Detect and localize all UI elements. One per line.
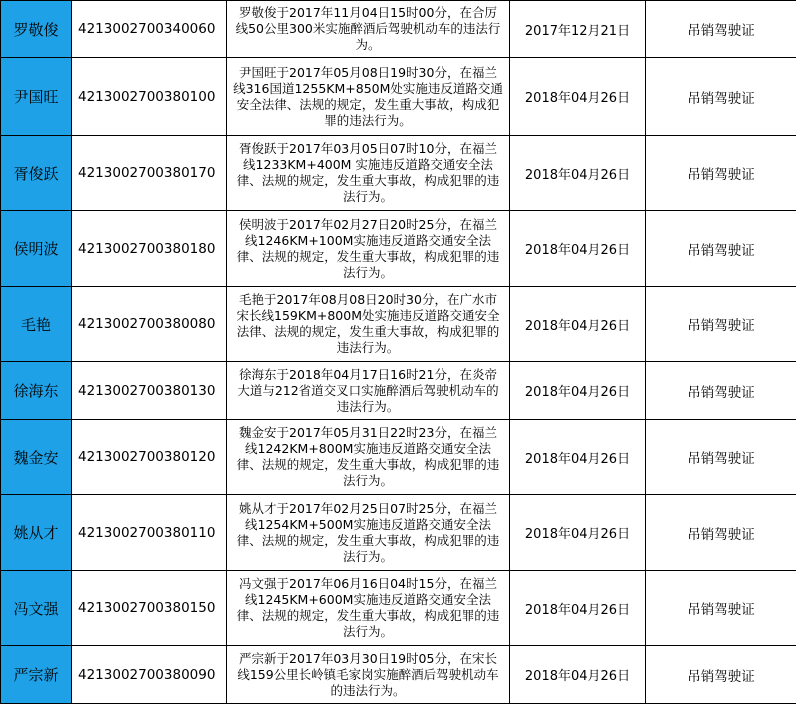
description-cell[interactable] xyxy=(227,495,510,571)
date-cell-text: 2018年04月26日 xyxy=(524,669,631,684)
action-cell[interactable] xyxy=(646,362,796,420)
action-cell-text: 吊销驾驶证 xyxy=(687,602,755,618)
action-cell[interactable] xyxy=(646,1,796,58)
name-cell[interactable] xyxy=(1,495,72,571)
id-cell[interactable] xyxy=(72,646,227,704)
action-cell[interactable] xyxy=(646,571,796,646)
name-cell-text: 尹国旺 xyxy=(13,88,59,106)
action-cell-text: 吊销驾驶证 xyxy=(687,90,755,107)
date-cell[interactable] xyxy=(510,211,646,287)
action-cell-text: 吊销驾驶证 xyxy=(687,526,755,543)
date-cell-text: 2018年04月26日 xyxy=(524,167,631,183)
description-cell-text: 冯文强于2017年06月16日04时15分，在福兰线1245KM+600M实施违反道路交通安全法律、法规的规定，发生重大事故，构成犯罪的违法行为。 xyxy=(236,576,500,639)
date-cell[interactable] xyxy=(510,58,646,136)
id-cell-text: 4213002700380180 xyxy=(78,240,216,257)
date-cell[interactable] xyxy=(510,287,646,362)
description-cell[interactable] xyxy=(227,362,510,420)
action-cell[interactable] xyxy=(646,420,796,495)
date-cell[interactable] xyxy=(510,495,646,571)
action-cell[interactable] xyxy=(646,646,796,704)
date-cell-text: 2018年04月26日 xyxy=(524,451,631,467)
date-cell[interactable] xyxy=(510,136,646,211)
id-cell[interactable] xyxy=(72,571,227,646)
description-cell[interactable] xyxy=(227,211,510,287)
name-cell[interactable] xyxy=(1,287,72,362)
action-cell[interactable] xyxy=(646,58,796,136)
date-cell[interactable] xyxy=(510,420,646,495)
id-cell-text: 4213002700380130 xyxy=(78,382,216,399)
table-row xyxy=(1,58,796,136)
description-cell[interactable] xyxy=(227,571,510,646)
table-row xyxy=(1,1,796,58)
action-cell-text: 吊销驾驶证 xyxy=(687,318,755,334)
table-row xyxy=(1,136,796,211)
name-cell-text: 严宗新 xyxy=(13,666,59,684)
action-cell-text: 吊销驾驶证 xyxy=(687,384,755,401)
date-cell-text: 2018年04月26日 xyxy=(524,91,631,106)
id-cell-text: 4213002700340060 xyxy=(78,21,216,37)
table-row xyxy=(1,646,796,704)
table-body xyxy=(1,1,796,704)
date-cell[interactable] xyxy=(510,571,646,646)
action-cell-text: 吊销驾驶证 xyxy=(687,167,755,183)
table-row xyxy=(1,420,796,495)
action-cell-text: 吊销驾驶证 xyxy=(687,242,755,259)
table-row xyxy=(1,495,796,571)
action-cell[interactable] xyxy=(646,211,796,287)
description-cell[interactable] xyxy=(227,287,510,362)
description-cell-text: 尹国旺于2017年05月08日19时30分，在福兰线316国道1255KM+850M处实施违反道路交通安全法律、法规的规定，发生重大事故，构成犯罪的违法行为。 xyxy=(233,64,503,128)
name-cell[interactable] xyxy=(1,571,72,646)
description-cell-text: 魏金安于2017年05月31日22时23分，在福兰线1242KM+800M实施违反道路交通安全法律、法规的规定，发生重大事故，构成犯罪的违法行为。 xyxy=(236,425,500,488)
date-cell-text: 2018年04月26日 xyxy=(524,243,631,258)
description-cell[interactable] xyxy=(227,1,510,58)
id-cell[interactable] xyxy=(72,136,227,211)
name-cell[interactable] xyxy=(1,136,72,211)
id-cell-text: 4213002700380090 xyxy=(78,666,216,683)
name-cell-text: 毛艳 xyxy=(20,315,51,334)
action-cell-text: 吊销驾驶证 xyxy=(687,668,755,685)
table-row xyxy=(1,362,796,420)
name-cell[interactable] xyxy=(1,362,72,420)
action-cell[interactable] xyxy=(646,495,796,571)
id-cell[interactable] xyxy=(72,495,227,571)
description-cell-text: 胥俊跃于2017年03月05日07时10分，在福兰线1233KM+400M 实施违反道路交通安全法律、法规的规定，发生重大事故，构成犯罪的违法行为。 xyxy=(236,141,500,204)
action-cell[interactable] xyxy=(646,287,796,362)
date-cell-text: 2018年04月26日 xyxy=(524,318,631,334)
date-cell[interactable] xyxy=(510,1,646,58)
name-cell[interactable] xyxy=(1,420,72,495)
id-cell[interactable] xyxy=(72,1,227,58)
id-cell[interactable] xyxy=(72,58,227,136)
id-cell-text: 4213002700380100 xyxy=(78,88,216,105)
name-cell-text: 徐海东 xyxy=(13,382,59,400)
date-cell-text: 2017年12月21日 xyxy=(524,23,631,39)
id-cell-text: 4213002700380120 xyxy=(78,449,216,465)
id-cell[interactable] xyxy=(72,362,227,420)
action-cell[interactable] xyxy=(646,136,796,211)
date-cell[interactable] xyxy=(510,362,646,420)
id-cell-text: 4213002700380170 xyxy=(78,165,216,181)
id-cell[interactable] xyxy=(72,420,227,495)
name-cell-text: 罗敬俊 xyxy=(13,20,59,39)
table-row xyxy=(1,571,796,646)
date-cell-text: 2018年04月26日 xyxy=(524,602,631,618)
id-cell[interactable] xyxy=(72,287,227,362)
date-cell[interactable] xyxy=(510,646,646,704)
date-cell-text: 2018年04月26日 xyxy=(524,527,631,542)
description-cell-text: 姚从才于2017年02月25日07时25分，在福兰线1254KM+500M实施违反道路交通安全法律、法规的规定，发生重大事故，构成犯罪的违法行为。 xyxy=(236,500,500,564)
description-cell-text: 罗敬俊于2017年11月04日15时00分，在合厉线50公里300米实施醉酒后驾驶机动车的违法行为。 xyxy=(235,5,501,52)
table-row xyxy=(1,287,796,362)
name-cell-text: 姚从才 xyxy=(13,524,59,542)
table-row xyxy=(1,211,796,287)
id-cell-text: 4213002700380150 xyxy=(78,600,216,616)
name-cell-text: 侯明波 xyxy=(13,240,59,258)
id-cell-text: 4213002700380110 xyxy=(78,524,216,541)
name-cell[interactable] xyxy=(1,646,72,704)
id-cell-text: 4213002700380080 xyxy=(78,316,216,332)
description-cell[interactable] xyxy=(227,136,510,211)
description-cell[interactable] xyxy=(227,420,510,495)
action-cell-text: 吊销驾驶证 xyxy=(687,451,755,467)
name-cell-text: 胥俊跃 xyxy=(13,164,59,183)
description-cell[interactable] xyxy=(227,646,510,704)
id-cell[interactable] xyxy=(72,211,227,287)
date-cell-text: 2018年04月26日 xyxy=(524,385,631,400)
name-cell-text: 冯文强 xyxy=(13,599,59,618)
description-cell-text: 侯明波于2017年02月27日20时25分，在福兰线1246KM+100M实施违反道路交通安全法律、法规的规定，发生重大事故，构成犯罪的违法行为。 xyxy=(236,216,500,280)
name-cell[interactable] xyxy=(1,211,72,287)
description-cell-text: 严宗新于2017年03月30日19时05分，在宋长线159公里长岭镇毛家岗实施醉酒后驾驶机动车的违法行为。 xyxy=(237,650,499,698)
description-cell-text: 毛艳于2017年08月08日20时30分，在广水市宋长线159KM+800M处实施违反道路交通安全法律、法规的规定，发生重大事故，构成犯罪的违法行为。 xyxy=(236,292,500,355)
description-cell[interactable] xyxy=(227,58,510,136)
name-cell-text: 魏金安 xyxy=(13,448,59,467)
name-cell[interactable] xyxy=(1,58,72,136)
name-cell[interactable] xyxy=(1,1,72,58)
description-cell-text: 徐海东于2018年04月17日16时21分，在炎帝大道与212省道交叉口实施醉酒后驾驶机动车的违法行为。 xyxy=(237,366,499,414)
action-cell-text: 吊销驾驶证 xyxy=(687,23,755,39)
